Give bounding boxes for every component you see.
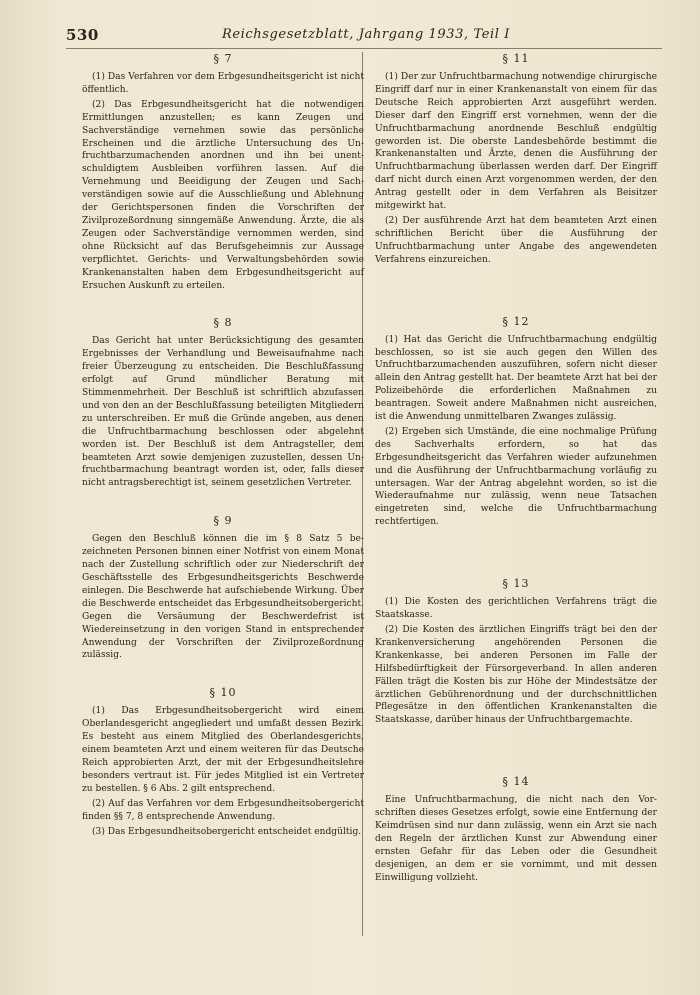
paragraph: (1) Das Verfahren vor dem Erbgesundheitsgericht ist nicht öffentlich. xyxy=(82,72,364,95)
paragraph: (1) Die Kosten des gerichtlichen Verfahrens trägt die Staatskasse. xyxy=(375,597,657,621)
running-head: Reichsgesetzblatt, Jahrgang 1933, Teil I xyxy=(221,27,511,42)
paragraph: (2) Auf das Verfahren vor dem Erbgesundheitsobergericht finden §§ 7, 8 entsprechende Anwendung. xyxy=(82,798,364,822)
paragraph: (2) Der ausführende Arzt hat dem beamteten Arzt einen schriftlichen Bericht über die Ausführung der Unfruchtbarmachung unter Angabe des angewendeten Verfahrens einzureichen. xyxy=(375,215,657,265)
section-heading: § 10 xyxy=(209,686,237,700)
paragraph: Gegen den Beschluß können die im § 8 Satz 5 bezeichneten Personen binnen einer Notfrist von einem Monat nach der Zustellung schriftlich oder zur Niederschrift der Geschäftsstelle des Erbgesundheitsgerichts Beschwerde einlegen. Die Beschwerde hat aufschiebende Wirkung. Über die Beschwerde entscheidet das Erbgesundheitsobergericht. Gegen die Versäumung der Beschwerdefrist ist Wiedereinsetzung in den vorigen Stand in entsprechender Anwendung der Vorschriften der Zivilprozeßordnung zulässig. xyxy=(82,534,364,661)
paragraph: (1) Der zur Unfruchtbarmachung notwendige chirurgische Eingriff darf nur in einer Krankenanstalt von einem für das Deutsche Reich approbierten Arzt ausgeführt werden. Dieser darf den Eingriff erst vornehmen, wenn der die Unfruchtbarmachung anordnende Beschluß endgültig geworden ist. Die oberste Landesbehörde bestimmt die Krankenanstalten und Ärzte, denen die Ausführung der Unfruchtbarmachung überlassen werden darf. Der Eingriff darf nicht durch einen Arzt vorgenommen werden, der den Antrag gestellt oder in dem Verfahren als Beisitzer mitgewirkt hat. xyxy=(375,72,657,212)
paragraph: (1) Das Erbgesundheitsobergericht wird einem Oberlandesgericht angegliedert und umfaßt dessen Bezirk. Es besteht aus einem Mitglied des Oberlandesgerichts, einem beamteten Arzt und einem weiteren für das Deutsche Reich approbierten Arzt, der mit der Erbgesundheitslehre besonders vertraut ist. Für jedes Mitglied ist ein Vertreter zu bestellen. § 6 Abs. 2 gilt entsprechend. xyxy=(82,706,364,794)
section-11 xyxy=(375,52,657,267)
section-12 xyxy=(375,315,657,530)
section-heading: § 7 xyxy=(213,52,233,65)
left-column xyxy=(82,52,364,840)
paragraph: (1) Hat das Gericht die Unfruchtbarmachung endgültig beschlossen, so ist sie auch gegen den Willen des Unfruchtbarzumachenden auszuführen, sofern nicht dieser allein den Antrag gestellt hat. Der beamtete Arzt hat bei der Polizeibehörde die erforderlichen Maßnahmen zu beantragen. Soweit andere Maßnahmen nicht ausreichen, ist die Anwendung unmittelbaren Zwanges zulässig. xyxy=(375,334,657,423)
paragraph: (2) Die Kosten des ärztlichen Eingriffs trägt bei den der Krankenversicherung angehörenden Personen die Krankenkasse, bei anderen Personen im Falle der Hilfsbedürftigkeit der Fürsorgeverband. In allen anderen Fällen trägt die Kosten bis zur Höhe der Mindestsätze der ärztlichen Gebührenordnung und der durchschnittlichen Pflegesätze in den öffentlichen Krankenanstalten die Staatskasse, darüber hinaus der Unfruchtbargemachte. xyxy=(375,625,657,726)
paragraph: (3) Das Erbgesundheitsobergericht entscheidet endgültig. xyxy=(92,826,362,837)
paragraph: (2) Das Erbgesundheitsgericht hat die notwendigen Ermittlungen anzustellen; es kann Zeugen und Sachverständige vernehmen sowie das persönliche Erscheinen und die ärztliche Untersuchung des Unfruchtbarzumachenden anordnen und ihn bei unentschuldigtem Ausbleiben vorführen lassen. Auf die Vernehmung und Beeidigung der Zeugen und Sachverständigen sowie auf die Ausschließung und Ablehnung der Gerichtspersonen finden die Vorschriften der Zivilprozeßordnung sinngemäße Anwendung. Ärzte, die als Zeugen oder Sachverständige vernommen werden, sind ohne Rücksicht auf das Berufsgeheimnis zur Aussage verpflichtet. Gerichts- und Verwaltungsbehörden sowie Krankenanstalten haben dem Erbgesundheitsgericht auf Ersuchen Auskunft zu erteilen. xyxy=(82,99,364,291)
section-8 xyxy=(82,316,364,490)
section-9 xyxy=(82,514,364,662)
paragraph: Eine Unfruchtbarmachung, die nicht nach den Vorschriften dieses Gesetzes erfolgt, sowie eine Entfernung der Keimdrüsen sind nur dann zulässig, wenn ein Arzt sie nach den Regeln der ärztlichen Kunst zur Abwendung einer ernsten Gefahr für das Leben oder die Gesundheit desjenigen, an dem er sie vornimmt, und mit dessen Einwilligung vollzieht. xyxy=(375,795,657,883)
section-7 xyxy=(82,52,364,292)
section-heading: § 13 xyxy=(502,577,530,591)
paragraph: (2) Ergeben sich Umstände, die eine nochmalige Prüfung des Sachverhalts erfordern, so hat das Erbgesundheitsgericht das Verfahren wieder aufzunehmen und die Ausführung der Unfruchtbarmachung vorläufig zu untersagen. War der Antrag abgelehnt worden, so ist die Wiederaufnahme nur zulässig, wenn neue Tatsachen eingetreten sind, welche die Unfruchtbarmachung rechtfertigen. xyxy=(375,426,657,528)
section-14 xyxy=(375,775,657,884)
section-heading: § 12 xyxy=(502,314,530,328)
section-13 xyxy=(375,577,657,727)
section-heading: § 14 xyxy=(502,775,530,789)
section-10 xyxy=(82,686,364,838)
page-number: 530 xyxy=(66,26,99,44)
paragraph: Das Gericht hat unter Berücksichtigung des gesamten Ergebnisses der Verhandlung und Beweisaufnahme nach freier Überzeugung zu entscheiden. Die Beschlußfassung erfolgt auf Grund mündlicher Beratung mit Stimmenmehrheit. Der Beschluß ist schriftlich abzufassen und von den an der Beschlußfassung beteiligten Mitgliedern zu unterschreiben. Er muß die Gründe angeben, aus denen die Unfruchtbarmachung beschlossen oder abgelehnt worden ist. Der Beschluß ist dem Antragsteller, dem beamteten Arzt sowie demjenigen zuzustellen, dessen Unfruchtbarmachung beantragt worden ist, oder, falls dieser nicht antragsberechtigt ist, seinem gesetzlichen Vertreter. xyxy=(82,336,364,489)
right-column xyxy=(375,52,657,887)
section-heading: § 9 xyxy=(213,514,233,528)
section-heading: § 8 xyxy=(213,316,233,330)
section-heading: § 11 xyxy=(502,52,530,65)
page-header xyxy=(66,26,662,49)
